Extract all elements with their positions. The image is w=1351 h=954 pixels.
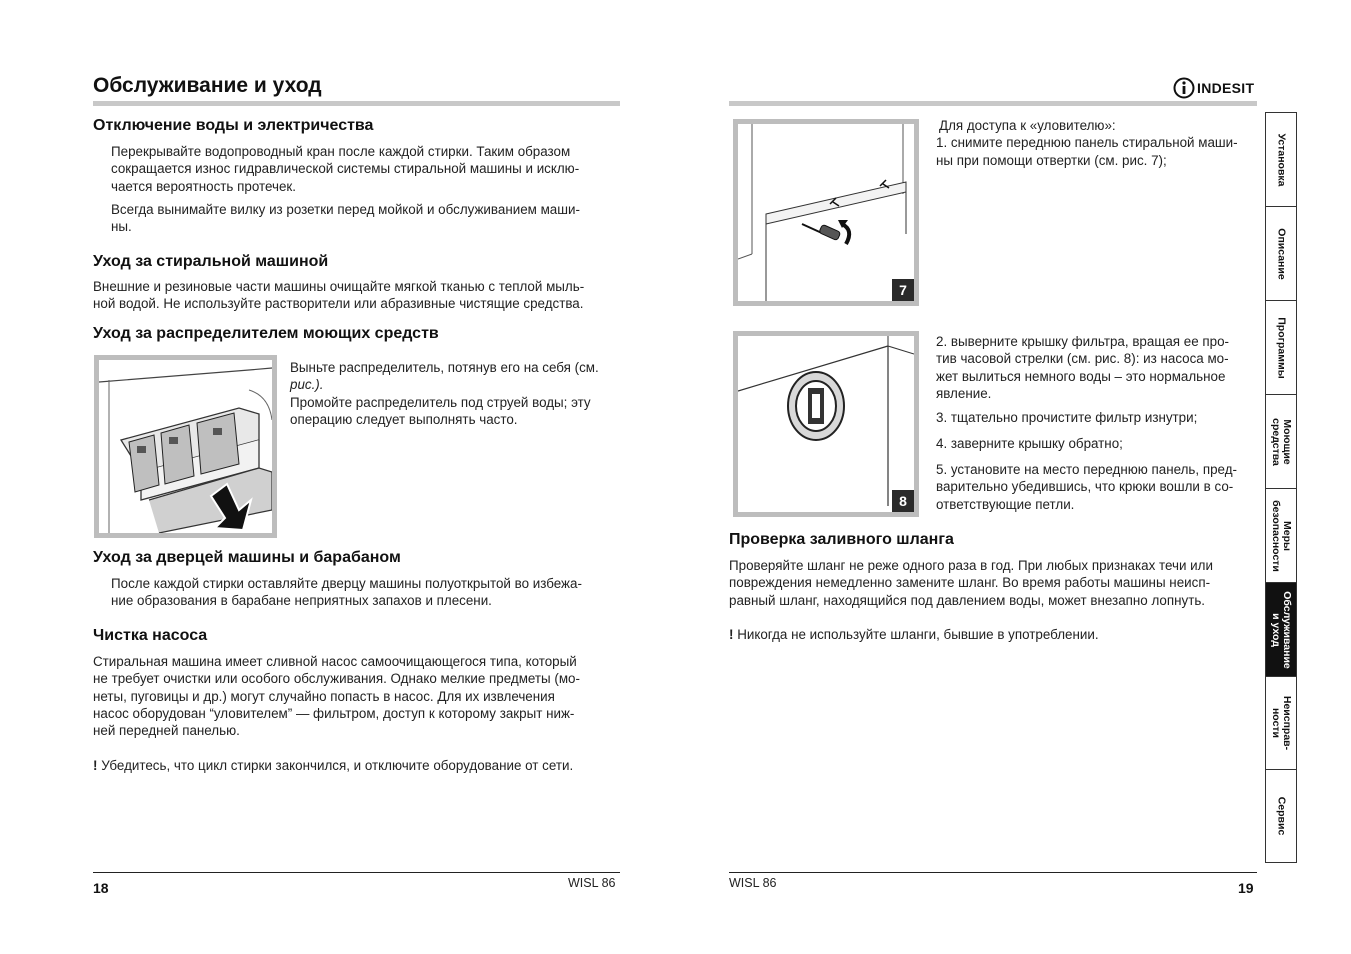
page-title: Обслуживание и уход (93, 74, 322, 97)
right-footer-rule (729, 872, 1257, 873)
warning-mark-icon: ! (729, 627, 734, 642)
warning-mark-icon: ! (93, 758, 98, 773)
tab-maintenance[interactable]: Обслуживание и уход (1265, 583, 1297, 677)
pump-access-instructions: Для доступа к «уловителю»: 1. снимите переднюю панель стиральной маши- ны при помощи отвертки (см. рис. 7); (936, 118, 1238, 168)
heading-machine-care: Уход за стиральной машиной (93, 253, 329, 270)
left-footer-rule (93, 872, 620, 873)
brand-name: INDESIT (1197, 80, 1255, 96)
paragraph-water-1: Перекрывайте водопроводный кран после каждой стирки. Таким образом сокращается износ гидравлической системы стиральной машины и исклю- чается вероятность протечек. (111, 144, 580, 194)
tab-troubleshooting[interactable]: Неисправ- ности (1265, 677, 1297, 770)
tab-description[interactable]: Описание (1265, 207, 1297, 301)
front-panel-drawing (738, 124, 914, 301)
filter-step-2: 2. выверните крышку фильтра, вращая ее про- тив часовой стрелки (см. рис. 8): из насоса мо- жет вылиться немного воды – это нормальное явление. (936, 334, 1229, 401)
dispenser-drawing (99, 360, 272, 533)
left-page-number: 18 (93, 880, 109, 896)
tab-programs[interactable]: Программы (1265, 301, 1297, 395)
brand-logo (1173, 77, 1254, 99)
filter-cap-drawing (738, 336, 914, 512)
tab-detergents[interactable]: Моющие средства (1265, 395, 1297, 489)
paragraph-pump-cleaning: Стиральная машина имеет сливной насос самоочищающегося типа, который не требует очистки или особого обслуживания. Однако мелкие предметы (мо- неты, пуговицы и др.) могут случайно попасть в насос. Для их извлечения насос оборудован “уловителем” — фильтром, доступ к которому закрыт ниж- ней передней панелью. (93, 654, 580, 739)
title-rule (93, 101, 620, 106)
dispenser-illustration (94, 355, 277, 538)
paragraph-dispenser: Выньте распределитель, потянув его на себя (см. рис.). Промойте распределитель под струей воды; эту операцию следует выполнять часто. (290, 360, 599, 427)
tab-safety[interactable]: Меры безопасности (1265, 489, 1297, 583)
paragraph-machine-care: Внешние и резиновые части машины очищайте мягкой тканью с теплой мыль- ной водой. Не используйте растворители или абразивные чистящие средства. (93, 279, 585, 312)
paragraph-water-2: Всегда вынимайте вилку из розетки перед мойкой и обслуживанием маши- ны. (111, 202, 580, 235)
heading-water-electricity: Отключение воды и электричества (93, 117, 374, 134)
hose-warning: ! Никогда не используйте шланги, бывшие в употреблении. (729, 627, 1099, 642)
right-title-rule (729, 101, 1257, 106)
paragraph-door-care: После каждой стирки оставляйте дверцу машины полуоткрытой во избежа- ние образования в барабане неприятных запахов и плесени. (111, 576, 582, 609)
filter-step-5: 5. установите на место переднюю панель, пред- варительно убедившись, что крюки вошли в со- ответствующие петли. (936, 462, 1237, 512)
figure-7-label: 7 (892, 279, 914, 301)
heading-pump-cleaning: Чистка насоса (93, 627, 208, 644)
right-model-name: WISL 86 (729, 876, 777, 890)
left-model-name: WISL 86 (568, 876, 616, 890)
figure-8-filter-cap (733, 331, 919, 517)
heading-dispenser-care: Уход за распределителем моющих средств (93, 325, 439, 342)
i-circle-logo-icon (1173, 77, 1195, 99)
right-page-number: 19 (1238, 880, 1254, 896)
tab-service[interactable]: Сервис (1265, 770, 1297, 863)
filter-step-3: 3. тщательно прочистите фильтр изнутри; (936, 410, 1198, 425)
figure-8-label: 8 (892, 490, 914, 512)
filter-step-4: 4. заверните крышку обратно; (936, 436, 1123, 451)
paragraph-hose-check: Проверяйте шланг не реже одного раза в год. При любых признаках течи или повреждения немедленно замените шланг. Во время работы машины неисп- равный шланг, находящийся под давлением воды, может внезапно лопнуть. (729, 558, 1213, 608)
heading-hose-check: Проверка заливного шланга (729, 531, 954, 548)
heading-door-care: Уход за дверцей машины и барабаном (93, 549, 401, 566)
tab-installation[interactable]: Установка (1265, 112, 1297, 207)
pump-warning: ! Убедитесь, что цикл стирки закончился, и отключите оборудование от сети. (93, 758, 574, 773)
figure-7-front-panel (733, 119, 919, 306)
